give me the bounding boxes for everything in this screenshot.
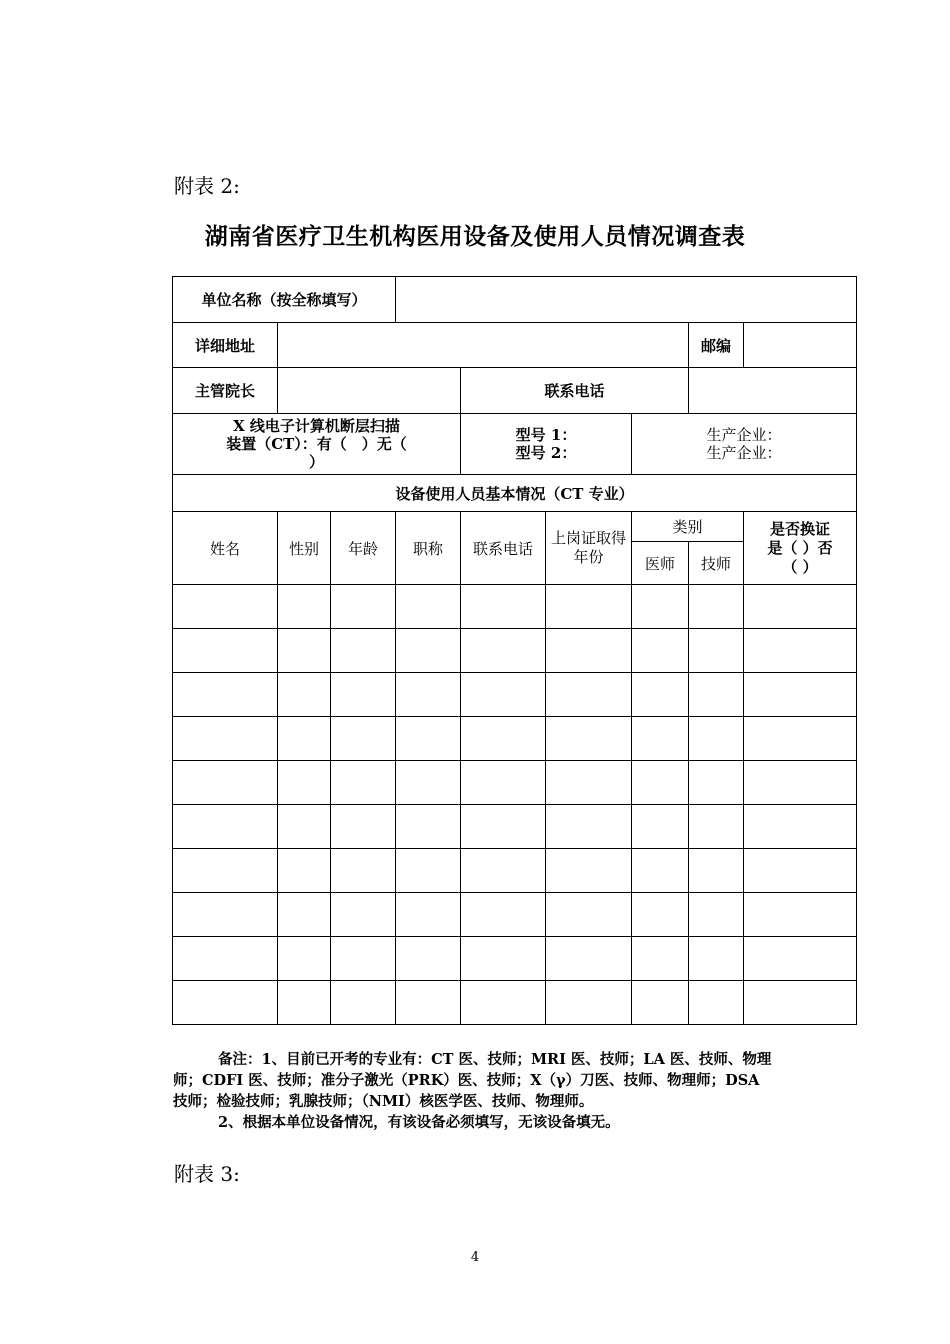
table-cell[interactable] [173,717,278,761]
table-cell[interactable] [331,981,396,1025]
table-cell[interactable] [689,849,744,893]
table-cell[interactable] [632,761,689,805]
table-cell[interactable] [546,805,632,849]
table-cell[interactable] [744,585,857,629]
director-field[interactable] [278,368,461,414]
table-cell[interactable] [689,761,744,805]
table-cell[interactable] [546,849,632,893]
header-age: 年龄 [331,512,396,585]
table-row [173,893,857,937]
table-cell[interactable] [689,893,744,937]
table-cell[interactable] [173,937,278,981]
table-cell[interactable] [173,673,278,717]
table-cell[interactable] [278,849,331,893]
table-cell[interactable] [331,585,396,629]
table-cell[interactable] [278,629,331,673]
table-cell[interactable] [331,673,396,717]
table-cell[interactable] [278,585,331,629]
table-cell[interactable] [546,717,632,761]
notes-line2: 师；CDFI 医、技师；准分子激光（PRK）医、技师；X（γ）刀医、技师、物理师；DSA [173,1072,760,1089]
postcode-label: 邮编 [689,323,744,368]
table-cell[interactable] [396,673,461,717]
table-cell[interactable] [173,761,278,805]
table-cell[interactable] [689,805,744,849]
table-cell[interactable] [461,937,546,981]
table-cell[interactable] [632,981,689,1025]
table-cell[interactable] [331,761,396,805]
table-cell[interactable] [396,761,461,805]
manufacturer2-label: 生产企业： [706,444,782,462]
table-cell[interactable] [331,805,396,849]
appendix-2-label: 附表 2: [174,174,240,198]
table-cell[interactable] [689,673,744,717]
table-cell[interactable] [278,981,331,1025]
table-cell[interactable] [632,585,689,629]
header-title: 职称 [396,512,461,585]
notes-block [173,1049,843,1133]
table-cell[interactable] [461,981,546,1025]
table-cell[interactable] [744,673,857,717]
table-cell[interactable] [396,629,461,673]
header-category: 类别 [632,512,744,542]
header-phone: 联系电话 [461,512,546,585]
table-cell[interactable] [632,937,689,981]
ct-device-cell[interactable] [173,414,461,475]
header-renewal-line3: （ ） [782,557,818,576]
table-cell[interactable] [744,893,857,937]
table-cell[interactable] [331,937,396,981]
table-cell[interactable] [689,629,744,673]
header-technician: 技师 [689,542,744,585]
table-cell[interactable] [744,937,857,981]
survey-form-table [172,276,857,1025]
table-cell[interactable] [396,717,461,761]
notes-line1: 备注：1、目前已开考的专业有：CT 医、技师；MRI 医、技师；LA 医、技师、物理 [218,1051,772,1068]
table-cell[interactable] [396,849,461,893]
appendix-3-label: 附表 3: [174,1162,240,1186]
manufacturer-cell[interactable] [632,414,857,475]
table-cell[interactable] [632,717,689,761]
table-cell[interactable] [632,673,689,717]
form-title: 湖南省医疗卫生机构医用设备及使用人员情况调查表 [204,223,746,250]
table-cell[interactable] [744,849,857,893]
header-name: 姓名 [173,512,278,585]
notes-line3: 技师；检验技师；乳腺技师；（NMI）核医学医、技师、物理师。 [173,1093,594,1110]
ct-device-line2: 装置（CT）：有（ ）无（ [226,435,407,453]
table-cell[interactable] [173,805,278,849]
table-cell[interactable] [331,717,396,761]
unit-name-field[interactable] [396,277,857,323]
table-cell[interactable] [278,761,331,805]
table-cell[interactable] [278,805,331,849]
header-renewal-line1: 是否换证 [770,519,831,538]
model-cell[interactable] [461,414,632,475]
table-cell[interactable] [689,717,744,761]
table-cell[interactable] [278,717,331,761]
table-cell[interactable] [461,717,546,761]
table-cell[interactable] [461,805,546,849]
table-cell[interactable] [461,849,546,893]
manufacturer1-label: 生产企业： [706,426,782,444]
table-cell[interactable] [632,629,689,673]
table-cell[interactable] [173,585,278,629]
table-cell[interactable] [744,805,857,849]
table-cell[interactable] [461,629,546,673]
table-cell[interactable] [173,981,278,1025]
ct-device-line3: ） [308,453,324,471]
table-cell[interactable] [396,805,461,849]
table-cell[interactable] [546,629,632,673]
header-renewal-line2: 是（ ）否 [767,538,833,557]
header-doctor: 医师 [632,542,689,585]
director-label: 主管院长 [173,368,278,414]
table-cell[interactable] [546,981,632,1025]
table-cell[interactable] [173,893,278,937]
table-cell[interactable] [396,981,461,1025]
table-row [173,585,857,629]
table-cell[interactable] [331,629,396,673]
table-cell[interactable] [173,629,278,673]
address-label: 详细地址 [173,323,278,368]
table-cell[interactable] [632,849,689,893]
ct-device-line1: X 线电子计算机断层扫描 [233,417,400,435]
table-cell[interactable] [396,893,461,937]
table-cell[interactable] [396,585,461,629]
table-cell[interactable] [461,893,546,937]
unit-name-label: 单位名称（按全称填写） [173,277,396,323]
table-cell[interactable] [546,937,632,981]
notes-line4: 2、根据本单位设备情况，有该设备必须填写，无该设备填无。 [218,1114,620,1131]
table-cell[interactable] [689,937,744,981]
table-cell[interactable] [744,981,857,1025]
table-cell[interactable] [331,893,396,937]
header-cert-year: 上岗证取得年份 [546,512,632,585]
table-cell[interactable] [546,761,632,805]
table-cell[interactable] [461,585,546,629]
model2-label: 型号 2： [515,444,577,462]
header-gender: 性别 [278,512,331,585]
table-cell[interactable] [632,893,689,937]
table-cell[interactable] [461,673,546,717]
table-cell[interactable] [173,849,278,893]
table-cell[interactable] [744,717,857,761]
table-cell[interactable] [546,585,632,629]
address-field[interactable] [278,323,689,368]
table-cell[interactable] [278,893,331,937]
table-cell[interactable] [278,937,331,981]
table-row [173,717,857,761]
postcode-field[interactable] [744,323,857,368]
table-cell[interactable] [744,761,857,805]
table-row [173,629,857,673]
table-row [173,937,857,981]
staff-section-title: 设备使用人员基本情况（CT 专业） [173,475,857,512]
table-row [173,849,857,893]
model1-label: 型号 1： [515,426,577,444]
phone-field[interactable] [689,368,857,414]
table-cell[interactable] [546,673,632,717]
table-cell[interactable] [461,761,546,805]
table-row [173,981,857,1025]
phone-label: 联系电话 [461,368,689,414]
table-cell[interactable] [396,937,461,981]
table-row [173,761,857,805]
table-cell[interactable] [278,673,331,717]
table-cell[interactable] [689,585,744,629]
table-row [173,805,857,849]
table-row [173,673,857,717]
header-renewal [744,512,857,585]
table-cell[interactable] [689,981,744,1025]
page-number: 4 [470,1250,480,1265]
table-cell[interactable] [632,805,689,849]
table-cell[interactable] [546,893,632,937]
table-cell[interactable] [331,849,396,893]
table-cell[interactable] [744,629,857,673]
